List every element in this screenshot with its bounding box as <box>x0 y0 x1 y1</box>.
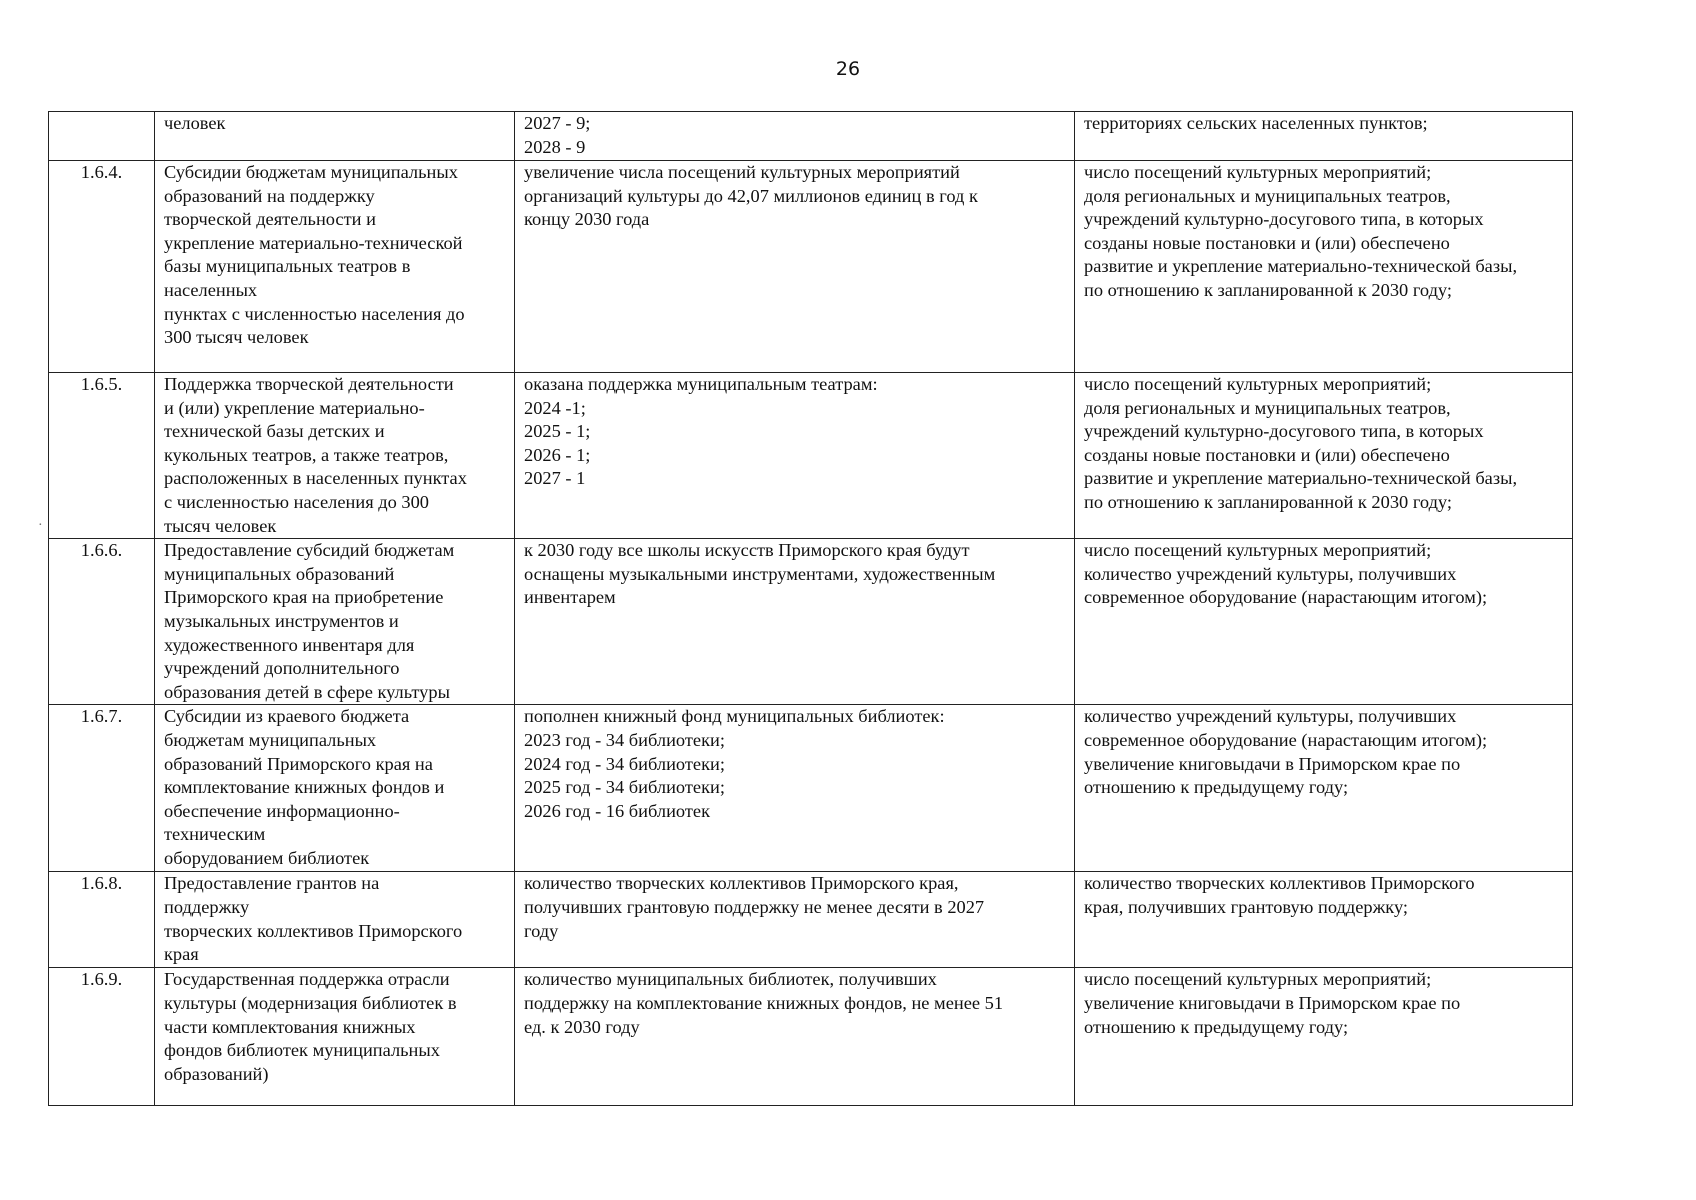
indicator: количество творческих коллективов Приморского края, получивших грантовую поддержку; <box>1075 872 1573 968</box>
row-number: 1.6.8. <box>49 872 155 968</box>
row-number: 1.6.4. <box>49 161 155 373</box>
expected-result: количество муниципальных библиотек, получивших поддержку на комплектование книжных фондов, не менее 51 ед. к 2030 году <box>515 968 1075 1106</box>
measure-name: Предоставление субсидий бюджетам муниципальных образований Приморского края на приобретение музыкальных инструментов и художественного инвентаря для учреждений дополнительного образования детей в сфере культуры <box>155 539 515 705</box>
row-number: 1.6.5. <box>49 373 155 539</box>
expected-result: к 2030 году все школы искусств Приморского края будут оснащены музыкальными инструментами, художественным инвентарем <box>515 539 1075 705</box>
table-row <box>49 539 1573 705</box>
page-number: 26 <box>835 58 861 80</box>
expected-result: 2027 - 9; 2028 - 9 <box>515 112 1075 161</box>
table-row <box>49 112 1573 161</box>
indicator: количество учреждений культуры, получивших современное оборудование (нарастающим итогом); увеличение книговыдачи в Приморском крае по отношению к предыдущему году; <box>1075 705 1573 872</box>
expected-result: оказана поддержка муниципальным театрам: 2024 -1; 2025 - 1; 2026 - 1; 2027 - 1 <box>515 373 1075 539</box>
table-row <box>49 161 1573 373</box>
expected-result: пополнен книжный фонд муниципальных библиотек: 2023 год - 34 библиотеки; 2024 год - 34 библиотеки; 2025 год - 34 библиотеки; 2026 год - 16 библиотек <box>515 705 1075 872</box>
measure-name: Субсидии из краевого бюджета бюджетам муниципальных образований Приморского края на комплектование книжных фондов и обеспечение информационно- техническим оборудованием библиотек <box>155 705 515 872</box>
measure-name: Государственная поддержка отрасли культуры (модернизация библиотек в части комплектования книжных фондов библиотек муниципальных образований) <box>155 968 515 1106</box>
row-number <box>49 112 155 161</box>
indicator: число посещений культурных мероприятий; доля региональных и муниципальных театров, учреждений культурно-досугового типа, в которых созданы новые постановки и (или) обеспечено развитие и укрепление материально-технической базы, по отношению к запланированной к 2030 году; <box>1075 373 1573 539</box>
row-number: 1.6.6. <box>49 539 155 705</box>
indicator: территориях сельских населенных пунктов; <box>1075 112 1573 161</box>
table-row <box>49 373 1573 539</box>
row-number: 1.6.7. <box>49 705 155 872</box>
expected-result: увеличение числа посещений культурных мероприятий организаций культуры до 42,07 миллионов единиц в год к концу 2030 года <box>515 161 1075 373</box>
measure-name: Субсидии бюджетам муниципальных образований на поддержку творческой деятельности и укрепление материально-технической базы муниципальных театров в населенных пунктах с численностью населения до 300 тысяч человек <box>155 161 515 373</box>
measure-name: человек <box>155 112 515 161</box>
table-row <box>49 872 1573 968</box>
expected-result: количество творческих коллективов Приморского края, получивших грантовую поддержку не менее десяти в 2027 году <box>515 872 1075 968</box>
row-number: 1.6.9. <box>49 968 155 1106</box>
indicator: число посещений культурных мероприятий; доля региональных и муниципальных театров, учреждений культурно-досугового типа, в которых созданы новые постановки и (или) обеспечено развитие и укрепление материально-технической базы, по отношению к запланированной к 2030 году; <box>1075 161 1573 373</box>
indicator: число посещений культурных мероприятий; количество учреждений культуры, получивших современное оборудование (нарастающим итогом); <box>1075 539 1573 705</box>
measures-table <box>48 111 1573 1106</box>
indicator: число посещений культурных мероприятий; увеличение книговыдачи в Приморском крае по отношению к предыдущему году; <box>1075 968 1573 1106</box>
measure-name: Предоставление грантов на поддержку творческих коллективов Приморского края <box>155 872 515 968</box>
measure-name: Поддержка творческой деятельности и (или) укрепление материально- технической базы детских и кукольных театров, а также театров, расположенных в населенных пунктах с численностью населения до 300 тысяч человек <box>155 373 515 539</box>
table-row <box>49 705 1573 872</box>
table-row <box>49 968 1573 1106</box>
scan-speck: · <box>38 518 43 533</box>
